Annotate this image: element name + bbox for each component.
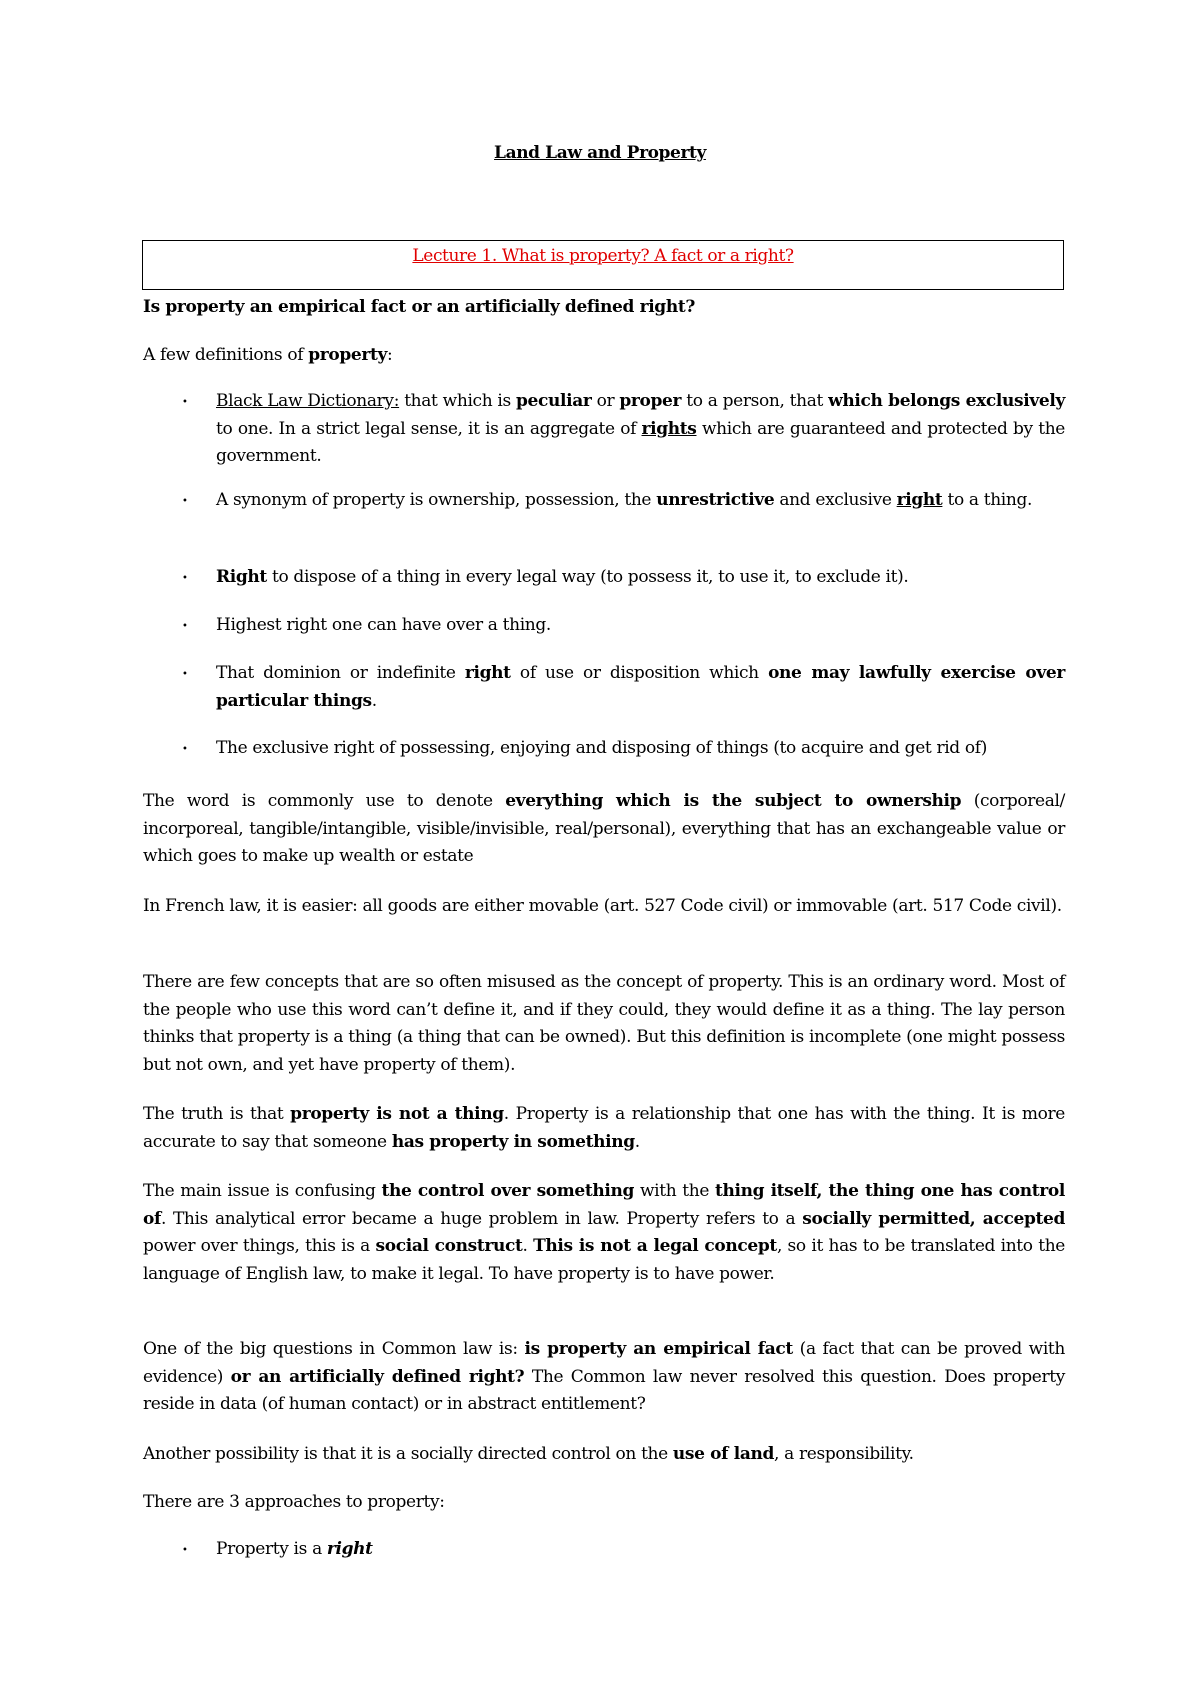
bullet-icon: • (182, 621, 188, 632)
definition-item: That dominion or indefinite right of use or disposition which one may lawfully exercise over particular things. (216, 663, 1065, 711)
approach-item: Property is a right (216, 1539, 373, 1559)
paragraph-another-possibility: Another possibility is that it is a socially directed control on the use of land, a responsibility. (143, 1444, 914, 1464)
document-title: Land Law and Property (494, 143, 706, 163)
paragraph-main-issue: The main issue is confusing the control over something with the thing itself, the thing one has control of. This analytical error became a huge problem in law. Property refers to a socially permitted, accepted power over things, this is a social construct. This is not a legal concept, so it has to be translated into the language of English law, to make it legal. To have property is to have power. (143, 1181, 1066, 1285)
paragraph-approaches-intro: There are 3 approaches to property: (143, 1492, 445, 1512)
paragraph-concepts: There are few concepts that are so often misused as the concept of property. This is an ordinary word. Most of the people who use this word can’t define it, and if they could, they would define it as a thing. The lay person thinks that property is a thing (a thing that can be owned). But this definition is incomplete (one might possess but not own, and yet have property of them). (143, 972, 1065, 1076)
key-question: Is property an empirical fact or an artificially defined right? (143, 297, 695, 317)
bullet-icon: • (182, 669, 188, 680)
bullet-icon: • (182, 496, 188, 507)
bullet-icon: • (182, 744, 188, 755)
definitions-intro: A few definitions of property: (143, 345, 393, 365)
paragraph-truth: The truth is that property is not a thing. Property is a relationship that one has with the thing. It is more accurate to say that someone has property in something. (143, 1104, 1065, 1152)
lecture-heading: Lecture 1. What is property? A fact or a right? (412, 246, 794, 266)
definition-item: Highest right one can have over a thing. (216, 615, 551, 635)
paragraph-french-law: In French law, it is easier: all goods are either movable (art. 527 Code civil) or immovable (art. 517 Code civil). (143, 896, 1062, 916)
paragraph-common-law: One of the big questions in Common law is: is property an empirical fact (a fact that can be proved with evidence) or an artificially defined right? The Common law never resolved this question. Does property reside in data (of human contact) or in abstract entitlement? (143, 1339, 1066, 1415)
definition-item: Right to dispose of a thing in every legal way (to possess it, to use it, to exclude it). (216, 567, 909, 587)
definition-item: Black Law Dictionary: that which is peculiar or proper to a person, that which belongs exclusively to one. In a strict legal sense, it is an aggregate of rights which are guaranteed and protected by the government. (216, 391, 1066, 467)
paragraph-word: The word is commonly use to denote everything which is the subject to ownership (corporeal/ incorporeal, tangible/intangible, visible/invisible, real/personal), everything that has an exchangeable value or which goes to make up wealth or estate (143, 791, 1065, 867)
definition-item: A synonym of property is ownership, possession, the unrestrictive and exclusive right to a thing. (216, 490, 1033, 510)
bullet-icon: • (182, 1545, 188, 1556)
definition-item: The exclusive right of possessing, enjoying and disposing of things (to acquire and get rid of) (216, 738, 987, 758)
bullet-icon: • (182, 397, 188, 408)
bullet-icon: • (182, 573, 188, 584)
